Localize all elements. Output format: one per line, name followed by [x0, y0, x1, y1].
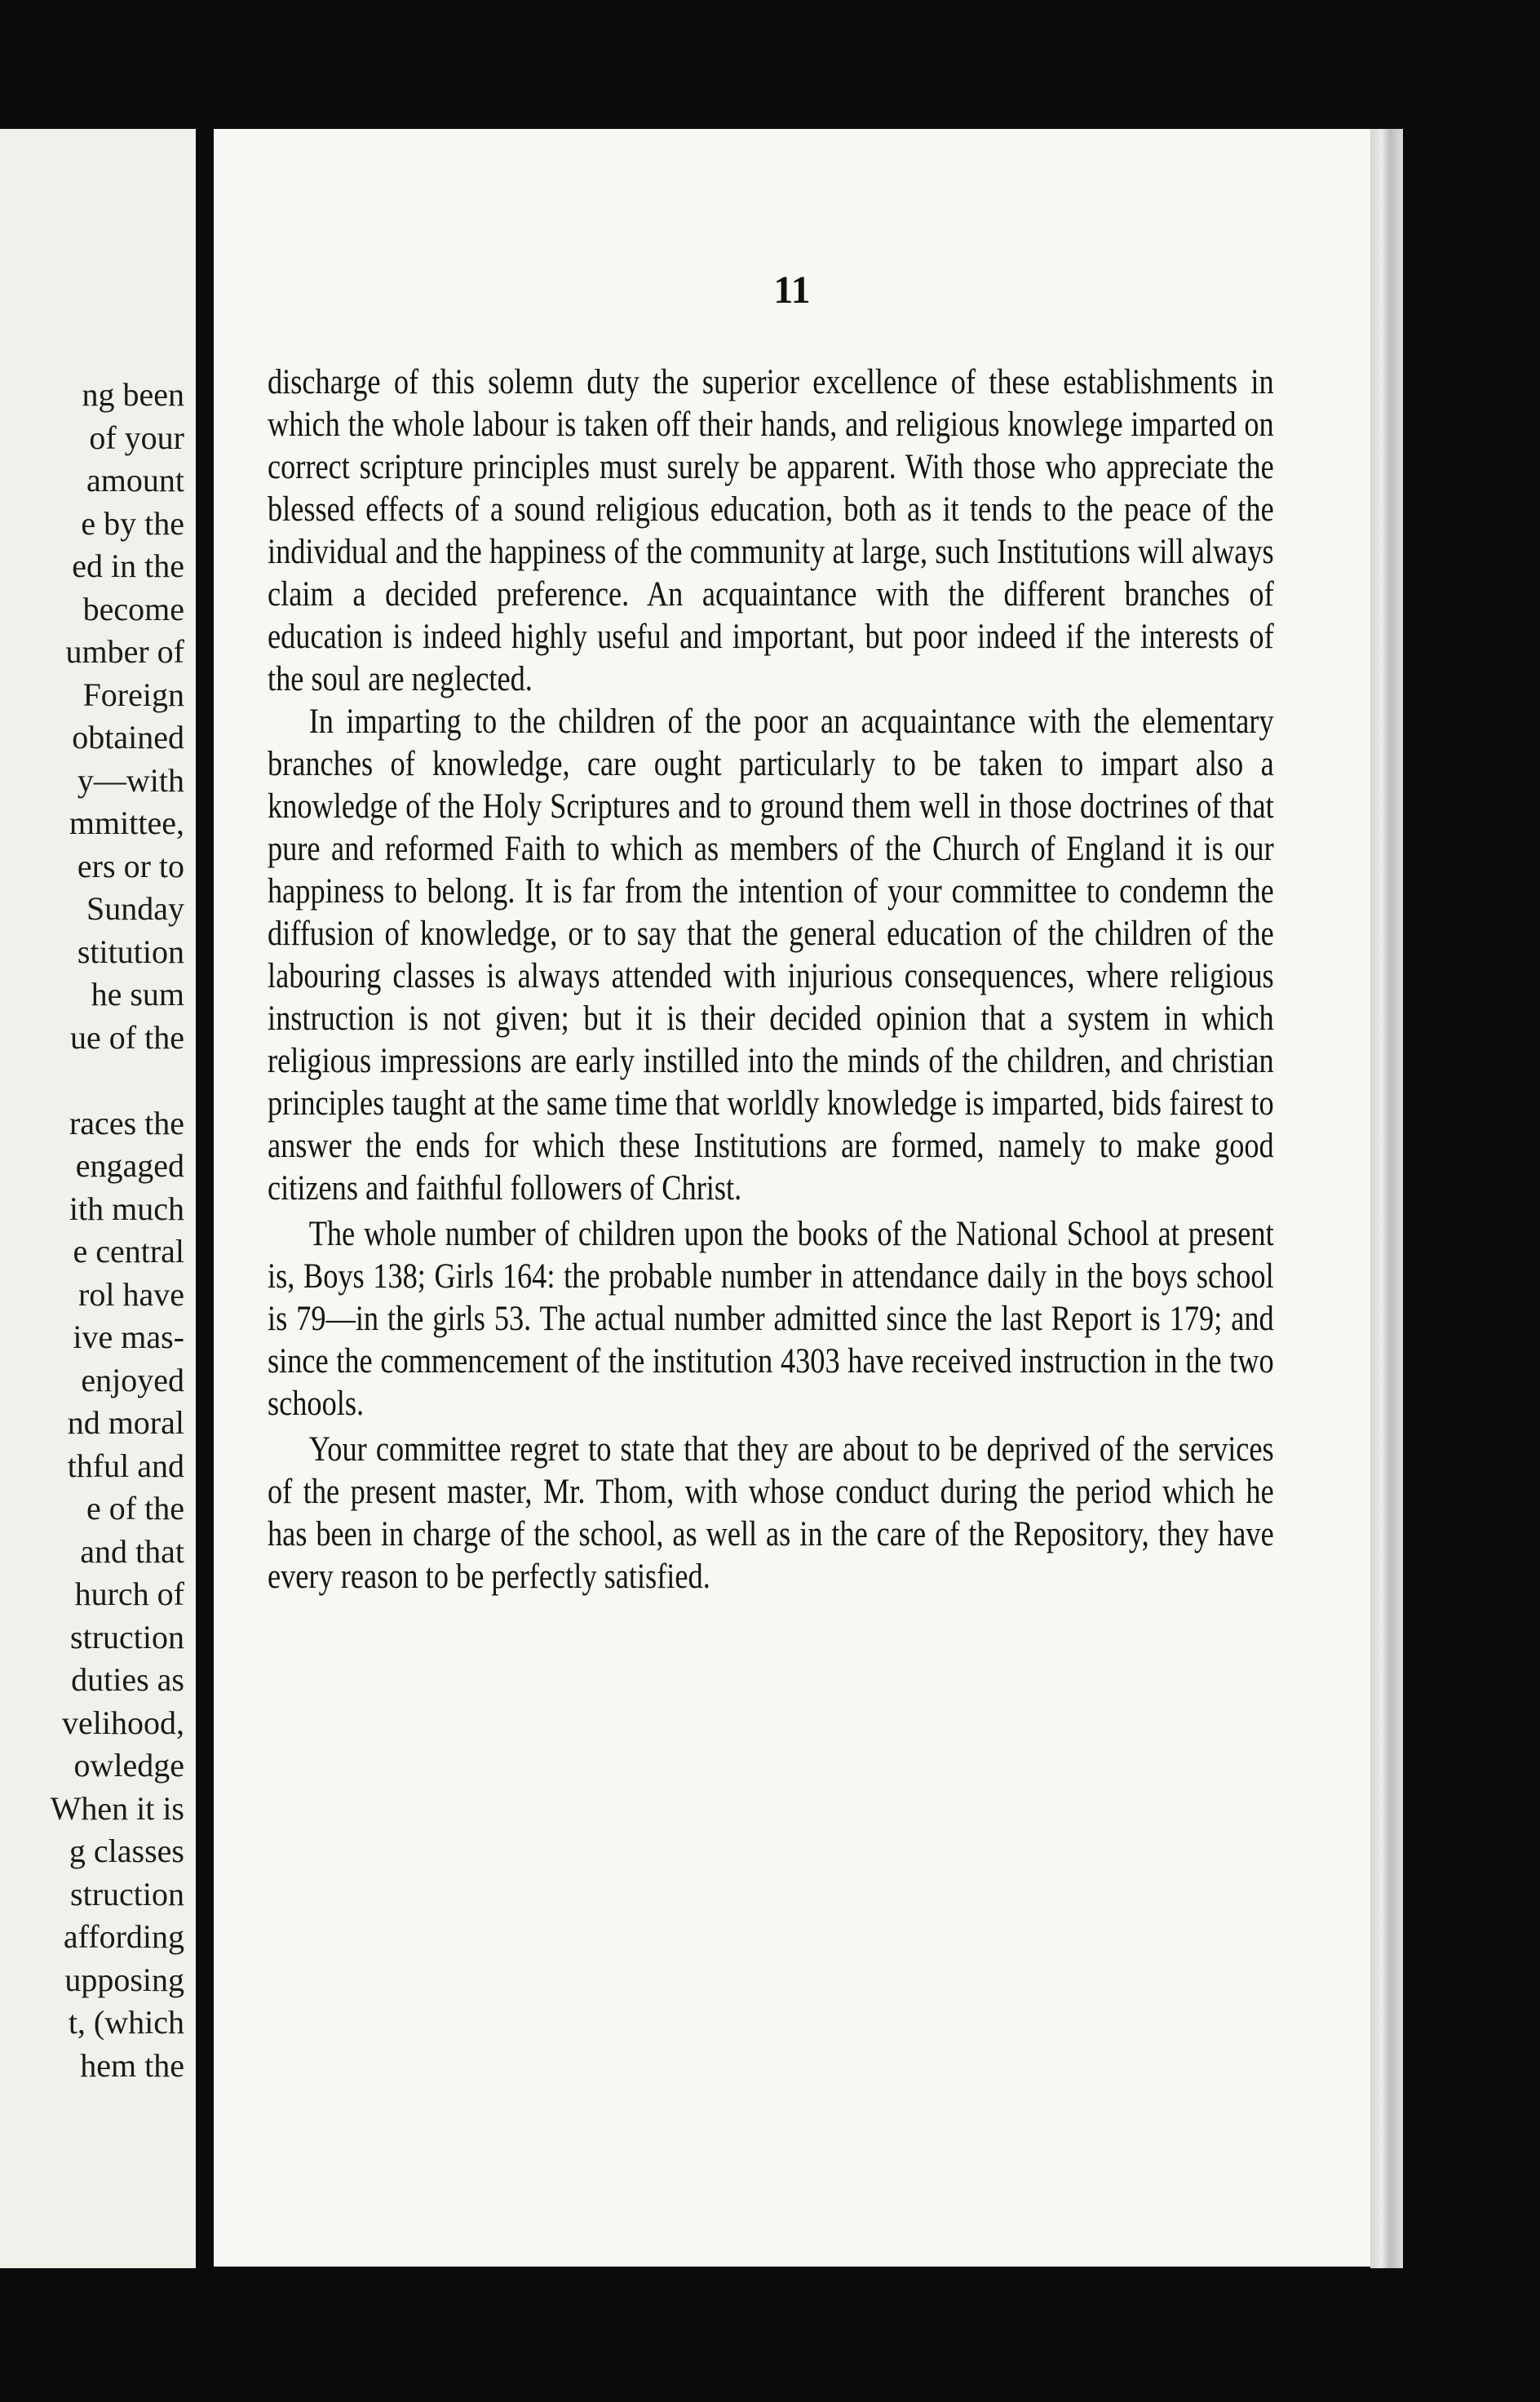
left-line: ers or to: [77, 847, 184, 884]
document-page: [214, 129, 1370, 2267]
left-line: become: [82, 590, 184, 627]
left-line: affording: [63, 1918, 184, 1955]
left-line: amount: [86, 462, 184, 499]
page-body: [268, 361, 1274, 1598]
left-line: g classes: [69, 1833, 184, 1869]
left-line: Foreign: [82, 676, 184, 713]
left-line: he sum: [91, 976, 184, 1013]
paragraph-attendance-numbers: The whole number of children upon the books of the National School at present is, Boys 138; Girls 164: the probable number in attendance daily in the boys school is 79—in the girls 53. The actual number admitted since the last Report is 179; and since the commencement of the institution 4303 have received instruction in the two schools.: [268, 1215, 1274, 1423]
left-line: owledge: [73, 1747, 184, 1784]
left-line: e of the: [86, 1490, 184, 1527]
left-paragraph-gap: [0, 1059, 184, 1102]
left-line: e central: [73, 1233, 184, 1270]
left-line: umber of: [65, 633, 184, 670]
left-page-fragment: [0, 129, 196, 2268]
left-page-text: [0, 374, 184, 2087]
page-number: 11: [773, 268, 811, 312]
left-line: hurch of: [74, 1575, 184, 1612]
left-line: e by the: [81, 504, 184, 542]
left-line: struction: [70, 1618, 184, 1655]
paragraph-schools-excellence: discharge of this solemn duty the superior excellence of these establishments in which the whole labour is taken off their hands, and religious knowlege imparted on correct scripture principles must surely be apparent. With those who appreciate the blessed effects of a sound religious education, both as it tends to the peace of the individual and the happiness of the community at large, such Institutions will always claim a decided preference. An acquaintance with the different branches of education is indeed highly useful and important, but poor indeed if the interests of the soul are neglected.: [268, 363, 1274, 698]
left-line: struction: [70, 1875, 184, 1912]
left-line: and that: [80, 1532, 184, 1570]
left-line: nd moral: [67, 1404, 184, 1441]
left-line: engaged: [75, 1147, 184, 1184]
left-line: upposing: [64, 1961, 184, 1998]
left-line: ue of the: [70, 1018, 184, 1056]
left-line: velihood,: [62, 1704, 184, 1741]
left-line: of your: [89, 419, 184, 456]
left-line: Sunday: [86, 890, 184, 927]
paragraph-master-departure: Your committee regret to state that they are about to be deprived of the services of the present master, Mr. Thom, with whose conduct during the period which he has been in charge of the school, as well as in the care of the Repository, they have every reason to be perfectly satisfied.: [268, 1430, 1274, 1596]
left-line: rol have: [78, 1275, 184, 1313]
left-line: obtained: [72, 719, 184, 756]
left-line: enjoyed: [81, 1361, 184, 1398]
left-line: duties as: [71, 1661, 184, 1698]
left-line: ed in the: [72, 547, 184, 584]
left-line: hem the: [80, 2046, 184, 2084]
left-line: ive mas-: [73, 1318, 184, 1355]
left-line: stitution: [77, 933, 184, 970]
left-line: ith much: [69, 1190, 184, 1227]
left-line: t, (which: [68, 2004, 184, 2041]
left-line: ng been: [82, 376, 184, 413]
left-line: mmittee,: [69, 804, 184, 841]
page-edge: [1370, 129, 1403, 2268]
paragraph-religious-instruction: In imparting to the children of the poor an acquaintance with the elementary branches of knowledge, care ought particularly to be taken to impart also a knowledge of the Holy Scriptures and to ground them well in those doctrines of that pure and reformed Faith to which as members of the Church of England it is our happiness to belong. It is far from the intention of your committee to condemn the diffusion of knowledge, or to say that the general education of the children of the labouring classes is always attended with injurious consequences, where religious instruction is not given; but it is their decided opinion that a system in which religious impressions are early instilled into the minds of the children, and christian principles taught at the same time that worldly knowledge is imparted, bids fairest to answer the ends for which these Institutions are formed, namely to make good citizens and faithful followers of Christ.: [268, 702, 1274, 1208]
left-line: races the: [69, 1104, 184, 1141]
left-line: thful and: [67, 1447, 184, 1484]
left-line: y—with: [77, 761, 184, 799]
left-line: When it is: [50, 1789, 184, 1827]
